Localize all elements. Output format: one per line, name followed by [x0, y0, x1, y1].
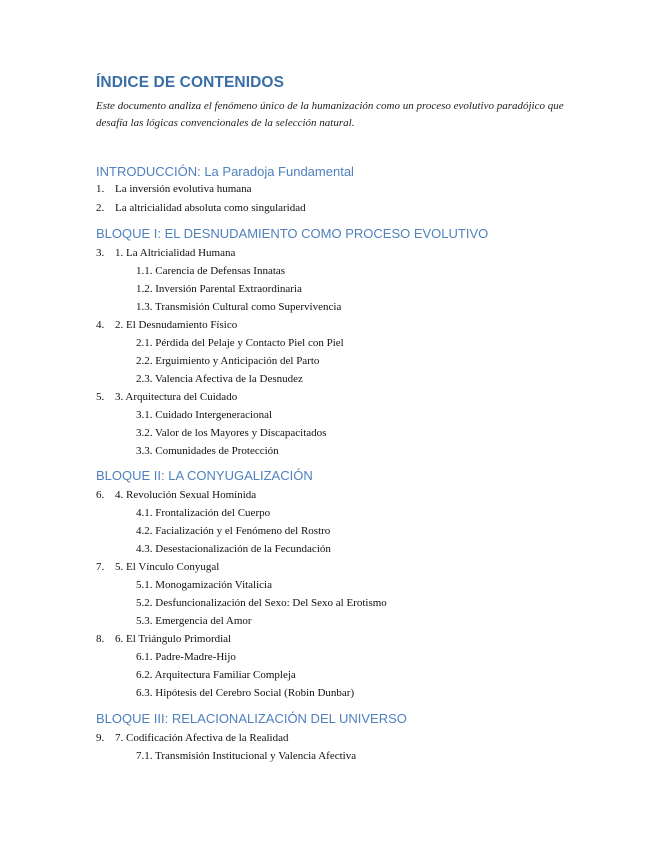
toc-subitem[interactable]: 5.3. Emergencia del Amor: [136, 615, 252, 627]
toc-subitem[interactable]: 3.2. Valor de los Mayores y Discapacitados: [136, 427, 327, 439]
document-title: ÍNDICE DE CONTENIDOS: [96, 74, 285, 91]
toc-subitem[interactable]: 2.2. Erguimiento y Anticipación del Parto: [136, 355, 320, 367]
toc-item-number: 3.: [96, 247, 105, 259]
toc-item-number: 7.: [96, 561, 105, 573]
toc-subitem[interactable]: 5.2. Desfuncionalización del Sexo: Del Sexo al Erotismo: [136, 597, 387, 609]
section-heading-bloque-2: BLOQUE II: LA CONYUGALIZACIÓN: [96, 468, 313, 483]
toc-item[interactable]: [96, 391, 237, 403]
toc-subitem[interactable]: 4.3. Desestacionalización de la Fecundación: [136, 543, 331, 555]
toc-item-label: La inversión evolutiva humana: [115, 183, 252, 195]
toc-item[interactable]: [96, 489, 256, 501]
toc-subitem[interactable]: 1.1. Carencia de Defensas Innatas: [136, 265, 286, 277]
section-heading-bloque-1: BLOQUE I: EL DESNUDAMIENTO COMO PROCESO EVOLUTIVO: [96, 226, 489, 241]
toc-item[interactable]: [96, 633, 231, 645]
toc-item-label: 5. El Vínculo Conyugal: [115, 561, 220, 573]
section-heading-bloque-3: BLOQUE III: RELACIONALIZACIÓN DEL UNIVERSO: [96, 711, 407, 726]
toc-item[interactable]: [96, 732, 289, 744]
toc-subitem[interactable]: 6.3. Hipótesis del Cerebro Social (Robin Dunbar): [136, 687, 355, 699]
toc-item-label: 2. El Desnudamiento Físico: [115, 319, 238, 331]
toc-subitem[interactable]: 4.1. Frontalización del Cuerpo: [136, 507, 271, 519]
document-subtitle: Este documento analiza el fenómeno único de la humanización como un proceso evolutivo paradójico que desafía las lógicas convencionales de la selección natural.: [96, 100, 564, 129]
toc-item-number: 9.: [96, 732, 105, 744]
toc-item-number: 4.: [96, 319, 105, 331]
toc-item-number: 8.: [96, 633, 105, 645]
toc-item[interactable]: [96, 202, 306, 214]
toc-subitem[interactable]: 7.1. Transmisión Institucional y Valencia Afectiva: [136, 750, 357, 762]
toc-item-label: 6. El Triángulo Primordial: [115, 633, 232, 645]
toc-item[interactable]: [96, 561, 219, 573]
toc-item-label: 7. Codificación Afectiva de la Realidad: [115, 732, 289, 744]
section-heading-introduccion: INTRODUCCIÓN: La Paradoja Fundamental: [96, 164, 354, 179]
toc-subitem[interactable]: 2.3. Valencia Afectiva de la Desnudez: [136, 373, 303, 385]
toc-subitem[interactable]: 1.2. Inversión Parental Extraordinaria: [136, 283, 302, 295]
toc-subitem[interactable]: 1.3. Transmisión Cultural como Supervivencia: [136, 301, 342, 313]
toc-subitem[interactable]: 4.2. Facialización y el Fenómeno del Rostro: [136, 525, 331, 537]
toc-item-label: La altricialidad absoluta como singularidad: [115, 202, 306, 214]
toc-item-number: 1.: [96, 183, 105, 195]
toc-item-number: 2.: [96, 202, 105, 214]
toc-item-number: 6.: [96, 489, 105, 501]
toc-item-label: 3. Arquitectura del Cuidado: [115, 391, 238, 403]
toc-item-number: 5.: [96, 391, 105, 403]
toc-subitem[interactable]: 6.2. Arquitectura Familiar Compleja: [136, 669, 296, 681]
toc-item[interactable]: [96, 319, 237, 331]
toc-item[interactable]: [96, 247, 235, 259]
toc-item-label: 4. Revolución Sexual Homínida: [115, 489, 257, 501]
toc-item-label: 1. La Altricialidad Humana: [115, 247, 236, 259]
toc-subitem[interactable]: 3.1. Cuidado Intergeneracional: [136, 409, 273, 421]
toc-subitem[interactable]: 2.1. Pérdida del Pelaje y Contacto Piel con Piel: [136, 337, 344, 349]
toc-subitem[interactable]: 6.1. Padre-Madre-Hijo: [136, 651, 236, 663]
toc-subitem[interactable]: 3.3. Comunidades de Protección: [136, 445, 279, 457]
toc-item[interactable]: [96, 183, 252, 195]
toc-subitem[interactable]: 5.1. Monogamización Vitalicia: [136, 579, 272, 591]
